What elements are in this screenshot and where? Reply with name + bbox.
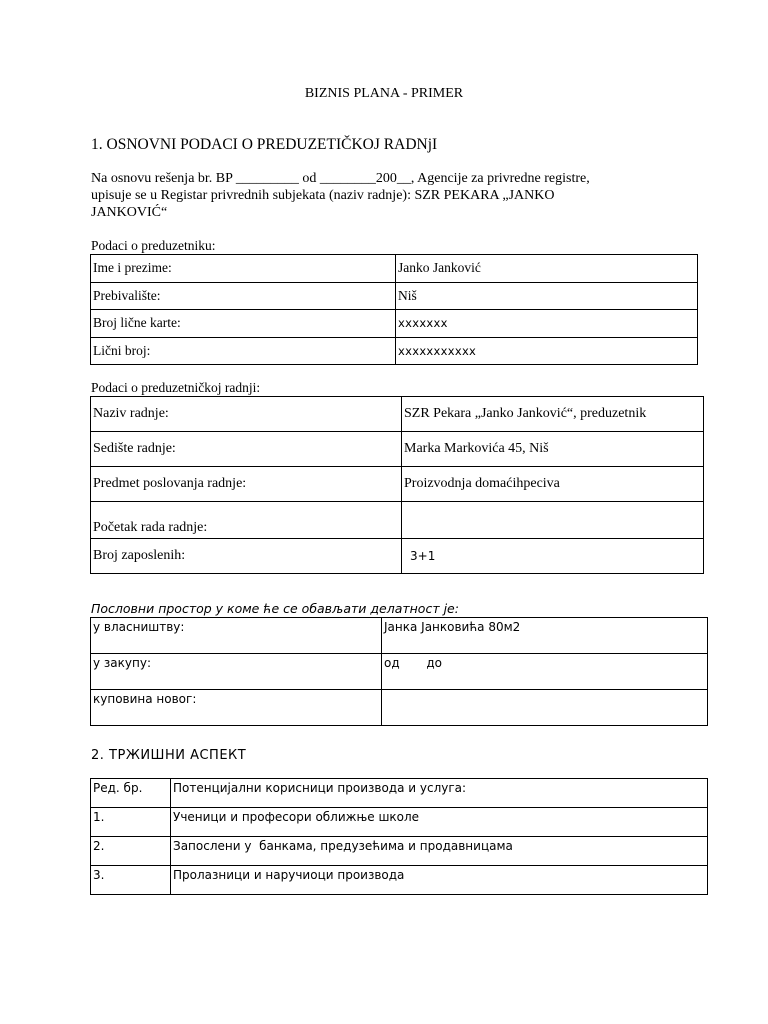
field-value [402, 502, 704, 539]
table-row [91, 397, 704, 432]
document-title: BIZNIS PLANA - PRIMER [304, 86, 464, 101]
table-row [91, 467, 704, 502]
field-value: Niš [396, 282, 698, 310]
field-value: SZR Pekara „Janko Janković“, preduzetnik [402, 397, 704, 432]
row-description: Пролазници и наручиоци производа [171, 866, 708, 895]
intro-paragraph [91, 170, 661, 221]
row-description: Ученици и професори оближње школе [171, 808, 708, 837]
field-value [382, 690, 708, 726]
row-description: Запослени у банкама, предузећима и продавницама [171, 837, 708, 866]
field-value: xxxxxxxxxxx [396, 337, 698, 365]
section-1-heading: 1. OSNOVNI PODACI O PREDUZETIČKOJ RADNjI [91, 136, 438, 153]
table-header-row [91, 779, 708, 808]
intro-line: JANKOVIĆ“ [91, 205, 168, 220]
table-row [91, 282, 698, 310]
table-row [91, 539, 704, 574]
section-2-heading: 2. ТРЖИШНИ АСПЕКТ [91, 748, 247, 763]
field-name: Naziv radnje: [91, 397, 402, 432]
field-name: Predmet poslovanja radnje: [91, 467, 402, 502]
field-name: Početak rada radnje: [91, 502, 402, 539]
entrepreneur-label: Podaci o preduzetniku: [91, 238, 216, 253]
field-name: куповина новог: [91, 690, 382, 726]
field-name: у закупу: [91, 654, 382, 690]
field-name: Broj zaposlenih: [91, 539, 402, 574]
field-value: од до [382, 654, 708, 690]
row-number: 1. [91, 808, 171, 837]
premises-label: Пословни простор у коме ће се обављати делатност је: [91, 601, 459, 616]
field-value: xxxxxxx [396, 310, 698, 338]
table-row [91, 310, 698, 338]
table-row [91, 255, 698, 283]
field-value: Јанка Јанковића 80м2 [382, 618, 708, 654]
field-value: Marka Markovića 45, Niš [402, 432, 704, 467]
entrepreneur-table [90, 254, 698, 365]
table-row [91, 337, 698, 365]
row-number: 3. [91, 866, 171, 895]
row-number: 2. [91, 837, 171, 866]
column-header-desc: Потенцијални корисници производа и услуга: [171, 779, 708, 808]
intro-line: Na osnovu rešenja br. BP _________ od ________200__, Agencije za privredne registre, [91, 171, 590, 186]
column-header-num: Ред. бр. [91, 779, 171, 808]
table-row [91, 618, 708, 654]
table-row [91, 690, 708, 726]
table-row [91, 837, 708, 866]
field-name: Prebivalište: [91, 282, 396, 310]
field-name: Sedište radnje: [91, 432, 402, 467]
table-row [91, 502, 704, 539]
field-name: Lični broj: [91, 337, 396, 365]
table-row [91, 432, 704, 467]
intro-line: upisuje se u Registar privrednih subjekata (naziv radnje): SZR PEKARA „JANKO [91, 188, 555, 203]
field-value: Janko Janković [396, 255, 698, 283]
premises-table [90, 617, 708, 726]
table-row [91, 866, 708, 895]
field-name: у власништву: [91, 618, 382, 654]
field-name: Ime i prezime: [91, 255, 396, 283]
market-table [90, 778, 708, 895]
field-name: Broj lične karte: [91, 310, 396, 338]
business-label: Podaci o preduzetničkoj radnji: [91, 380, 261, 395]
table-row [91, 808, 708, 837]
business-table [90, 396, 704, 574]
field-value: Proizvodnja domaćihpeciva [402, 467, 704, 502]
field-value: 3+1 [402, 539, 704, 574]
table-row [91, 654, 708, 690]
